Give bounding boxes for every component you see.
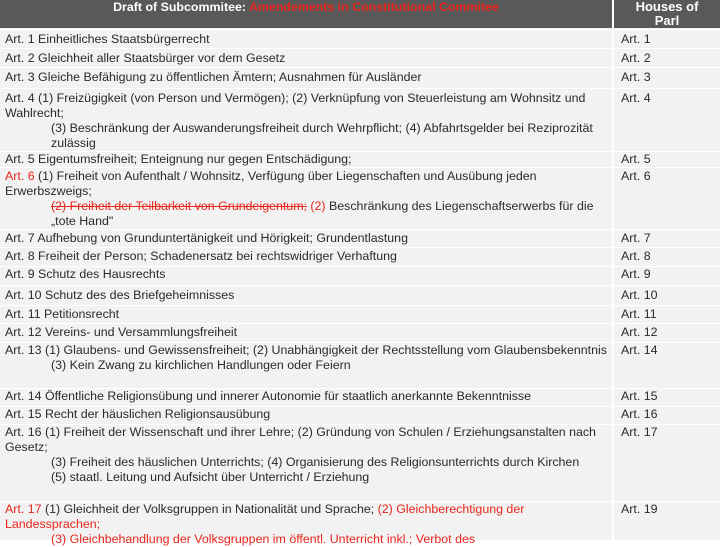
struck-text: (2) Freiheit der Teilbarkeit von Grundeigentum; <box>51 199 307 213</box>
row-text: Art. 2 Gleichheit aller Staatsbürger vor dem Gesetz <box>5 51 286 65</box>
row-line: (5) staatl. Leitung und Aufsicht über Unterricht / Erziehung <box>51 470 370 484</box>
row-parl-ref: Art. 3 <box>621 70 651 84</box>
header-right-line1: Houses of <box>635 0 699 14</box>
table-row <box>0 285 720 305</box>
row-text: Art. 12 Vereins- und Versammlungsfreiheit <box>5 325 238 339</box>
row-parl-ref: Art. 16 <box>621 407 658 421</box>
table-row <box>0 406 720 424</box>
table-row <box>0 29 720 48</box>
row-text <box>5 91 610 151</box>
row-text <box>5 425 610 485</box>
table-row <box>0 48 720 67</box>
table-row <box>0 229 720 247</box>
row-text: Art. 1 Einheitliches Staatsbürgerrecht <box>5 32 210 46</box>
table-row <box>0 247 720 266</box>
row-line: Art. 4 (1) Freizügigkeit (von Person und Vermögen); (2) Verknüpfung von Steuerleistung am Wohnsitz und Wahlrecht; <box>5 91 586 120</box>
row-parl-ref: Art. 12 <box>621 325 658 339</box>
table-row <box>0 266 720 285</box>
row-amend-text: (2) Gleichberechtigung der Landessprachen; <box>5 502 525 531</box>
row-text <box>5 169 610 229</box>
row-line: (3) Kein Zwang zu kirchlichen Handlungen oder Feiern <box>51 358 351 372</box>
header-prefix: Draft of Subcommitee: <box>113 0 249 14</box>
row-parl-ref: Art. 15 <box>621 389 658 403</box>
row-parl-ref: Art. 7 <box>621 231 651 245</box>
table-row <box>0 342 720 388</box>
table-row <box>0 424 720 501</box>
row-parl-ref: Art. 5 <box>621 152 651 166</box>
row-line: (3) Freiheit des häuslichen Unterrichts; (4) Organisierung des Religionsunterrichts durch Kirchen <box>51 455 580 469</box>
row-line: Art. 16 (1) Freiheit der Wissenschaft und ihrer Lehre; (2) Gründung von Schulen / Erziehungsanstalten nach Gesetz; <box>5 425 596 454</box>
row-amend-number: (2) <box>306 199 326 213</box>
row-text: Art. 14 Öffentliche Religionsübung und innerer Autonomie für staatlich anerkannte Bekenntnisse <box>5 389 532 403</box>
table-row <box>0 67 720 88</box>
row-text: Art. 10 Schutz des des Briefgeheimnisses <box>5 288 235 302</box>
row-line: (3) Beschränkung der Auswanderungsfreiheit durch Wehrpflicht; (4) Abfahrtsgelder bei Reziprozität zulässig <box>51 121 593 150</box>
row-parl-ref: Art. 17 <box>621 425 658 439</box>
table-row <box>0 305 720 323</box>
row-line: (1) Gleichheit der Volksgruppen in Nationalität und Sprache; <box>41 502 378 516</box>
header-right-line2: Parl <box>654 13 680 28</box>
row-parl-ref: Art. 1 <box>621 32 651 46</box>
row-text: Art. 8 Freiheit der Person; Schadenersatz bei rechtswidriger Verhaftung <box>5 249 397 263</box>
row-text: Art. 3 Gleiche Befähigung zu öffentlichen Ämtern; Ausnahmen für Ausländer <box>5 70 422 84</box>
row-art-number: Art. 17 <box>5 502 42 516</box>
row-text: Art. 5 Eigentumsfreiheit; Enteignung nur gegen Entschädigung; <box>5 152 352 166</box>
row-line: Beschränkung des Liegenschaftserwerbs für die „tote Hand" <box>51 199 594 228</box>
table-row <box>0 388 720 407</box>
row-parl-ref: Art. 19 <box>621 502 658 516</box>
table-row <box>0 151 720 168</box>
row-text: Art. 7 Aufhebung von Grunduntertänigkeit und Hörigkeit; Grundentlastung <box>5 231 408 245</box>
row-text <box>5 343 610 373</box>
row-line: Art. 13 (1) Glaubens- und Gewissensfreiheit; (2) Unabhängigkeit der Rechtsstellung vom Glaubensbekenntnis <box>5 343 607 357</box>
row-parl-ref: Art. 10 <box>621 288 658 302</box>
row-text: Art. 15 Recht der häuslichen Religionsausübung <box>5 407 271 421</box>
row-art-number: Art. 6 <box>5 169 35 183</box>
row-parl-ref: Art. 8 <box>621 249 651 263</box>
table-row <box>0 88 720 151</box>
header-houses-of-parliament <box>614 0 720 28</box>
row-parl-ref: Art. 11 <box>621 307 657 321</box>
header-highlight: Amendements in Constitutional Commitee <box>248 0 499 14</box>
row-parl-ref: Art. 6 <box>621 169 651 183</box>
row-text: Art. 11 Petitionsrecht <box>5 307 120 321</box>
row-parl-ref: Art. 2 <box>621 51 651 65</box>
row-amend-text: (3) Gleichbehandlung der Volksgruppen im öffentl. Unterricht inkl.; Verbot des <box>51 532 476 546</box>
table-row <box>0 167 720 230</box>
row-parl-ref: Art. 9 <box>621 267 651 281</box>
table-row <box>0 501 720 546</box>
header-subcommittee <box>0 0 612 28</box>
row-text <box>5 502 610 547</box>
row-parl-ref: Art. 4 <box>621 91 651 105</box>
table-row <box>0 323 720 342</box>
row-text: Art. 9 Schutz des Hausrechts <box>5 267 166 281</box>
row-line: (1) Freiheit von Aufenthalt / Wohnsitz, Verfügung über Liegenschaften und Ausübung jeden Erwerbszweigs; <box>5 169 537 198</box>
row-parl-ref: Art. 14 <box>621 343 658 357</box>
